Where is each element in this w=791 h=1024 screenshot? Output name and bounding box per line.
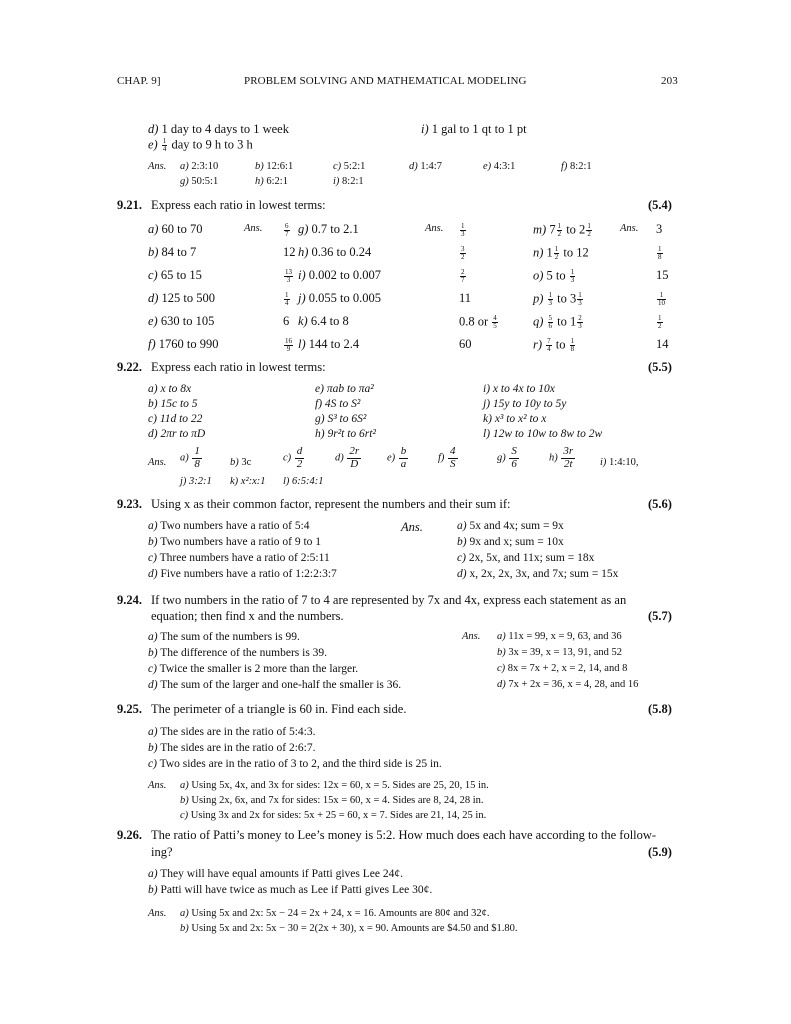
fraction: $\frac{1}{8}$ <box>570 337 575 353</box>
problem-part: a) They will have equal amounts if Patti gives Lee 24¢. <box>148 868 403 880</box>
fraction: $\frac{6}{7}$ <box>285 222 289 238</box>
ratio-item: o) 5 to $\frac{1}{3}$ <box>533 268 575 284</box>
answer-item: d) $\frac{2r}{D}$ <box>335 445 360 470</box>
answer-item: c) 2x, 5x, and 11x; sum = 18x <box>457 552 595 564</box>
problem-part: c) Three numbers have a ratio of 2:5:11 <box>148 552 330 564</box>
ratio-item: c) 11d to 22 <box>148 413 203 425</box>
answer-item: c) Using 3x and 2x for sides: 5x + 25 = 60, x = 7. Sides are 21, 14, 25 in. <box>180 810 487 821</box>
prev-item-e: e) $\frac{1}{4}$ day to 9 h to 3 h <box>148 137 253 153</box>
ratio-item: a) x to 8x <box>148 383 192 395</box>
section-ref: (5.5) <box>648 360 672 374</box>
ratio-item: l) 12w to 10w to 8w to 2w <box>483 428 603 440</box>
answer-value <box>283 223 291 238</box>
prev-answers-label: Ans. <box>148 161 167 172</box>
ratio-item: f) 4S to S² <box>315 398 361 410</box>
ratio-item: l) 144 to 2.4 <box>298 337 360 351</box>
answer-value <box>283 338 294 353</box>
problem-part: c) Two sides are in the ratio of 3 to 2, and the third side is 25 in. <box>148 758 442 770</box>
answer-item: c) 8x = 7x + 2, x = 2, 14, and 8 <box>497 663 628 674</box>
answer-value: 3 <box>656 222 663 236</box>
answers-label: Ans. <box>148 780 167 791</box>
ratio-item: e) πab to πa² <box>315 383 374 395</box>
fraction: $\frac{5}{6}$ <box>548 314 553 330</box>
answer-item: c) 5:2:1 <box>333 161 366 172</box>
ratio-item: m) 7 $\frac{1}{2}$ to 2 $\frac{1}{2}$ <box>533 222 591 238</box>
fraction: $\frac{2}{7}$ <box>461 268 465 284</box>
prev-item-d: d) 1 day to 4 days to 1 week <box>148 122 289 136</box>
ratio-item: r) $\frac{7}{4}$ to $\frac{1}{8}$ <box>533 337 575 353</box>
problem-part: b) The sides are in the ratio of 2:6:7. <box>148 742 316 754</box>
fraction: $\frac{1}{10}$ <box>658 291 665 307</box>
answer-value: 60 <box>459 337 472 351</box>
answer-item: a) Using 5x and 2x: 5x − 24 = 2x + 24, x = 16. Amounts are 80¢ and 32¢. <box>180 908 490 919</box>
problem-part: d) The sum of the larger and one-half the smaller is 36. <box>148 679 402 691</box>
answer-value <box>656 246 664 261</box>
answer-item: g) 50:5:1 <box>180 176 219 187</box>
answer-item: b) 9x and x; sum = 10x <box>457 536 564 548</box>
answer-item: k) x²:x:1 <box>230 476 266 487</box>
answers-label: Ans. <box>425 223 444 234</box>
answer-item: a) 2:3:10 <box>180 161 219 172</box>
answer-item: h) 6:2:1 <box>255 176 288 187</box>
problem-number: 9.23. <box>117 497 142 511</box>
answer-item: b) Using 5x and 2x: 5x − 30 = 2(2x + 30), x = 90. Amounts are $4.50 and $1.80. <box>180 923 518 934</box>
ratio-item: g) S³ to 6S² <box>315 413 367 425</box>
answer-item: f) $\frac{4}{S}$ <box>438 445 456 470</box>
problem-part: a) Two numbers have a ratio of 5:4 <box>148 520 310 532</box>
fraction: $\frac{3}{2}$ <box>461 245 465 261</box>
answer-value <box>283 292 291 307</box>
answer-item: l) 6:5:4:1 <box>283 476 324 487</box>
answer-value <box>459 269 467 284</box>
problem-part: c) Twice the smaller is 2 more than the larger. <box>148 663 359 675</box>
fraction: $\frac{1}{8}$ <box>658 245 662 261</box>
problem-number: 9.24. <box>117 593 142 607</box>
chapter-label: CHAP. 9] <box>117 75 161 87</box>
ratio-item: i) x to 4x to 10x <box>483 383 555 395</box>
answer-item: a) $\frac{1}{8}$ <box>180 445 200 470</box>
answer-item: d) x, 2x, 2x, 3x, and 7x; sum = 15x <box>457 568 619 580</box>
fraction: $\frac{1}{2}$ <box>557 222 562 238</box>
ratio-item: a) 60 to 70 <box>148 222 203 236</box>
answer-value: 0.8 or $\frac{4}{5}$ <box>459 314 497 330</box>
problem-number: 9.22. <box>117 360 142 374</box>
answer-value: 15 <box>656 268 669 282</box>
answer-item: a) Using 5x, 4x, and 3x for sides: 12x = 60, x = 5. Sides are 25, 20, 15 in. <box>180 780 489 791</box>
ratio-item: c) 65 to 15 <box>148 268 202 282</box>
fraction: $\frac{1}{3}$ <box>548 291 553 307</box>
ratio-item: j) 0.055 to 0.005 <box>298 291 381 305</box>
ratio-item: k) 6.4 to 8 <box>298 314 349 328</box>
answers-label: Ans. <box>148 908 167 919</box>
answer-item: b) 3x = 39, x = 13, 91, and 52 <box>497 647 623 658</box>
problem-text-line2: ing? <box>151 845 173 859</box>
ratio-item: d) 2πr to πD <box>148 428 206 440</box>
ratio-item: i) 0.002 to 0.007 <box>298 268 381 282</box>
problem-text: Using x as their common factor, represent the numbers and their sum if: <box>151 497 511 511</box>
problem-part: a) The sides are in the ratio of 5:4:3. <box>148 726 316 738</box>
ratio-item: b) 15c to 5 <box>148 398 198 410</box>
answers-label: Ans. <box>148 457 167 468</box>
answer-value <box>656 292 667 307</box>
answer-value: 12 <box>283 245 296 259</box>
page-number: 203 <box>661 75 678 87</box>
ratio-item: j) 15y to 10y to 5y <box>483 398 567 410</box>
ratio-item: n) 1 $\frac{1}{2}$ to 12 <box>533 245 589 261</box>
ratio-item: e) 630 to 105 <box>148 314 215 328</box>
fraction: $\frac{1}{4}$ <box>285 291 289 307</box>
answer-item: e) $\frac{b}{a}$ <box>387 445 407 470</box>
answer-item: a) 11x = 99, x = 9, 63, and 36 <box>497 631 622 642</box>
section-ref: (5.7) <box>648 609 672 623</box>
answers-label: Ans. <box>620 223 639 234</box>
answer-item: b) 3c <box>230 457 252 468</box>
fraction: $\frac{1}{2}$ <box>658 314 662 330</box>
answer-item: h) $\frac{3r}{2t}$ <box>549 445 574 470</box>
ratio-item: h) 9r²t to 6rt² <box>315 428 376 440</box>
problem-text: Express each ratio in lowest terms: <box>151 360 326 374</box>
fraction: $\frac{7}{4}$ <box>547 337 551 353</box>
fraction: $\frac{1}{3}$ <box>578 291 582 307</box>
fraction: $\frac{2}{3}$ <box>578 314 582 330</box>
answer-item: e) 4:3:1 <box>483 161 516 172</box>
problem-part: b) The difference of the numbers is 39. <box>148 647 328 659</box>
answer-item: j) 3:2:1 <box>180 476 212 487</box>
ratio-item: b) 84 to 7 <box>148 245 197 259</box>
fraction: $\frac{1}{3}$ <box>461 222 465 238</box>
problem-part: b) Two numbers have a ratio of 9 to 1 <box>148 536 322 548</box>
ratio-item: d) 125 to 500 <box>148 291 216 305</box>
fraction: $\frac{4}{5}$ <box>493 314 497 330</box>
prev-item-i: i) 1 gal to 1 qt to 1 pt <box>421 122 527 136</box>
section-ref: (5.9) <box>648 845 672 859</box>
problem-part: a) The sum of the numbers is 99. <box>148 631 300 643</box>
answer-value: 6 <box>283 314 290 328</box>
section-ref: (5.8) <box>648 702 672 716</box>
answer-item: c) $\frac{d}{2}$ <box>283 445 303 470</box>
answers-label: Ans. <box>244 223 263 234</box>
running-title: PROBLEM SOLVING AND MATHEMATICAL MODELING <box>244 75 527 87</box>
answer-item: i) 8:2:1 <box>333 176 364 187</box>
answer-value <box>459 246 467 261</box>
section-ref: (5.4) <box>648 198 672 212</box>
answer-item: g) $\frac{S}{6}$ <box>497 445 517 470</box>
ratio-item: k) x³ to x² to x <box>483 413 547 425</box>
answer-item: b) Using 2x, 6x, and 7x for sides: 15x = 60, x = 4. Sides are 8, 24, 28 in. <box>180 795 484 806</box>
problem-text-line1: If two numbers in the ratio of 7 to 4 are represented by 7x and 4x, express each statement as an <box>151 593 627 607</box>
fraction: $\frac{13}{3}$ <box>285 268 292 284</box>
problem-text: The perimeter of a triangle is 60 in. Find each side. <box>151 702 407 716</box>
answer-value: 14 <box>656 337 669 351</box>
answer-value <box>656 315 664 330</box>
problem-part: d) Five numbers have a ratio of 1:2:2:3:7 <box>148 568 337 580</box>
problem-number: 9.26. <box>117 828 142 842</box>
answers-label: Ans. <box>401 520 423 534</box>
problem-number: 9.21. <box>117 198 142 212</box>
answer-item: f) 8:2:1 <box>561 161 592 172</box>
fraction: $\frac{1}{3}$ <box>570 268 575 284</box>
answer-value <box>283 269 294 284</box>
problem-text-line1: The ratio of Patti’s money to Lee’s money is 5:2. How much does each have according to the follow- <box>151 828 657 842</box>
problem-text: Express each ratio in lowest terms: <box>151 198 326 212</box>
answer-item: d) 7x + 2x = 36, x = 4, 28, and 16 <box>497 679 639 690</box>
problem-text-line2: equation; then find x and the numbers. <box>151 609 344 623</box>
answers-label: Ans. <box>462 631 481 642</box>
answer-item: d) 1:4:7 <box>409 161 442 172</box>
fraction: $\frac{16}{9}$ <box>285 337 292 353</box>
answer-value <box>459 223 467 238</box>
ratio-item: f) 1760 to 990 <box>148 337 219 351</box>
answer-item: a) 5x and 4x; sum = 9x <box>457 520 564 532</box>
ratio-item: g) 0.7 to 2.1 <box>298 222 359 236</box>
answer-value: 11 <box>459 291 472 305</box>
fraction: $\frac{1}{2}$ <box>587 222 591 238</box>
ratio-item: q) $\frac{5}{6}$ to 1 $\frac{2}{3}$ <box>533 314 582 330</box>
answer-item: i) 1:4:10, <box>600 457 639 468</box>
ratio-item: h) 0.36 to 0.24 <box>298 245 372 259</box>
section-ref: (5.6) <box>648 497 672 511</box>
problem-number: 9.25. <box>117 702 142 716</box>
ratio-item: p) $\frac{1}{3}$ to 3 $\frac{1}{3}$ <box>533 291 582 307</box>
problem-part: b) Patti will have twice as much as Lee if Patti gives Lee 30¢. <box>148 884 433 896</box>
answer-item: b) 12:6:1 <box>255 161 294 172</box>
fraction: $\frac{1}{2}$ <box>554 245 559 261</box>
